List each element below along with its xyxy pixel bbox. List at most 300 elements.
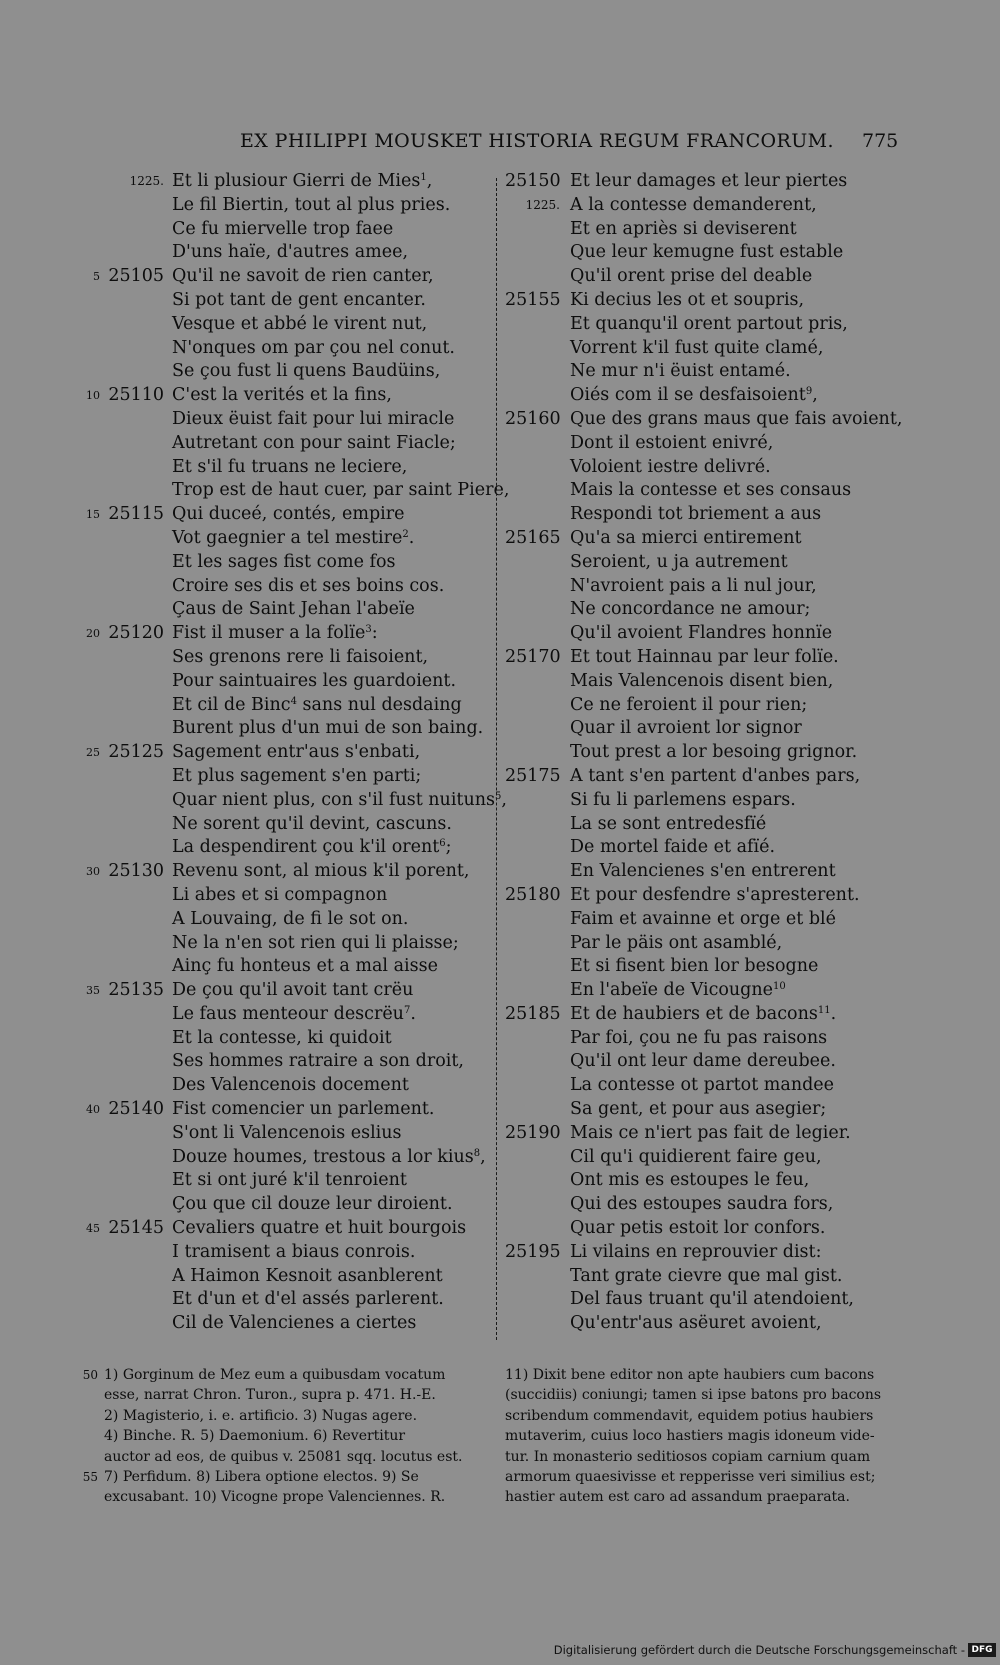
verse-text xyxy=(172,1003,416,1027)
verse-line xyxy=(80,979,498,1003)
verse-number: 1225. xyxy=(525,197,560,212)
verse-words: Quar nient plus, con s'il fust nuituns xyxy=(172,789,495,810)
footnote-line xyxy=(505,1487,890,1507)
verse-words: Se çou fust li quens Baudüins, xyxy=(172,361,441,382)
verse-line xyxy=(505,527,905,551)
verse-words: Et si fisent bien lor besogne xyxy=(570,956,819,977)
verse-line xyxy=(505,1122,905,1146)
verse-line xyxy=(505,908,905,932)
verse-text xyxy=(172,289,426,313)
verse-line xyxy=(80,1288,498,1312)
line-marker: 20 xyxy=(86,627,100,641)
footnote-line xyxy=(80,1426,492,1446)
line-marker: 15 xyxy=(86,508,100,522)
verse-text xyxy=(172,1122,402,1146)
verse-words: Si pot tant de gent encanter. xyxy=(172,289,426,310)
verse-words: Qui duceé, contés, empire xyxy=(172,504,405,525)
footnote-text: (succidiis) coniungi; tamen si ipse batons pro bacons xyxy=(505,1387,882,1404)
footnote-line xyxy=(505,1467,890,1487)
verse-words: Ki decius les ot et soupris, xyxy=(570,289,805,310)
verse-line xyxy=(80,884,498,908)
footnote-text: 4) Binche. R. 5) Daemonium. 6) Revertitur xyxy=(104,1428,406,1445)
verse-words: A Haimon Kesnoit asanblerent xyxy=(172,1265,443,1286)
line-marker: 40 xyxy=(86,1103,100,1117)
verse-line xyxy=(505,408,905,432)
verse-line xyxy=(80,551,498,575)
footnote-text: excusabant. 10) Vicogne prope Valenciennes. R. xyxy=(104,1489,446,1506)
verse-words: Vesque et abbé le virent nut, xyxy=(172,313,428,334)
verse-text xyxy=(172,670,456,694)
verse-line xyxy=(505,1241,905,1265)
verse-words: Cevaliers quatre et huit bourgois xyxy=(172,1218,467,1239)
right-verse-column xyxy=(505,170,905,1336)
verse-line xyxy=(505,1050,905,1074)
verse-punct: , xyxy=(480,1146,486,1167)
verse-text xyxy=(570,789,796,813)
verse-words: Ses hommes ratraire a son droit, xyxy=(172,1051,464,1072)
line-marker: 30 xyxy=(86,865,100,879)
line-marker: 25 xyxy=(86,746,100,760)
verse-line xyxy=(80,1074,498,1098)
verse-words: Fist comencier un parlement. xyxy=(172,1099,435,1120)
verse-line xyxy=(505,1027,905,1051)
verse-line xyxy=(80,337,498,361)
verse-text xyxy=(172,527,414,551)
verse-number: 25190 xyxy=(505,1122,561,1143)
verse-line xyxy=(80,836,498,860)
footnote-ref: 4 xyxy=(290,695,297,707)
verse-words: En l'abeïe de Vicougne xyxy=(570,980,774,1001)
verse-line xyxy=(505,218,905,242)
verse-line xyxy=(80,241,498,265)
verse-text xyxy=(570,1146,822,1170)
verse-words: Et en apriès si deviserent xyxy=(570,218,797,239)
verse-words: Del faus truant qu'il atendoient, xyxy=(570,1289,854,1310)
footnote-line xyxy=(505,1385,890,1405)
verse-line xyxy=(505,1146,905,1170)
verse-line xyxy=(505,789,905,813)
footnote-ref: 9 xyxy=(805,386,813,398)
footnote-ref: 8 xyxy=(473,1147,481,1159)
verse-line xyxy=(80,932,498,956)
verse-line xyxy=(80,717,498,741)
verse-line xyxy=(80,694,498,718)
verse-text xyxy=(570,575,817,599)
verse-text xyxy=(570,1003,836,1027)
verse-text xyxy=(172,955,438,979)
verse-text xyxy=(172,337,455,361)
verse-number: 25110 xyxy=(108,385,164,406)
verse-words: Ainç fu honteus et a mal aisse xyxy=(172,956,438,977)
verse-text xyxy=(570,1074,834,1098)
verse-text xyxy=(172,1050,464,1074)
verse-words: Et cil de Binc xyxy=(172,694,291,715)
verse-words: La despendirent çou k'il orent xyxy=(172,837,440,858)
verse-text xyxy=(172,1098,434,1122)
verse-number: 25145 xyxy=(108,1218,164,1239)
verse-line xyxy=(80,1098,498,1122)
verse-line xyxy=(80,646,498,670)
verse-text xyxy=(172,813,452,837)
verse-line xyxy=(80,289,498,313)
line-marker: 50 xyxy=(82,1368,98,1382)
verse-words: Quar il avroient lor signor xyxy=(570,718,802,739)
verse-text xyxy=(570,360,791,384)
verse-line xyxy=(505,289,905,313)
verse-words: Ses grenons rere li faisoient, xyxy=(172,646,429,667)
verse-line xyxy=(80,1241,498,1265)
footnotes-left xyxy=(80,1365,492,1508)
digitization-footer xyxy=(0,1641,1000,1661)
verse-words: Qu'entr'aus asëuret avoient, xyxy=(570,1313,822,1334)
verse-text xyxy=(570,1098,826,1122)
verse-line xyxy=(80,1169,498,1193)
verse-number: 25170 xyxy=(505,646,561,667)
running-title: EX PHILIPPI MOUSKET HISTORIA REGUM FRANCORUM. xyxy=(240,130,834,152)
verse-text xyxy=(172,789,507,813)
footnote-ref: 3 xyxy=(365,624,372,636)
verse-text xyxy=(570,1288,854,1312)
verse-text xyxy=(570,337,823,361)
verse-text xyxy=(172,218,393,242)
verse-text xyxy=(570,670,833,694)
footnote-text: tur. In monasterio seditiosos copiam carnium quam xyxy=(505,1448,871,1465)
verse-number: 25115 xyxy=(108,504,164,525)
verse-words: Et la contesse, ki quidoit xyxy=(172,1027,392,1048)
verse-words: De çou qu'il avoit tant crëu xyxy=(172,980,414,1001)
verse-line xyxy=(505,741,905,765)
verse-number: 25185 xyxy=(505,1003,561,1024)
verse-punct: ; xyxy=(445,837,452,858)
verse-line xyxy=(80,741,498,765)
footnote-text: hastier autem est caro ad assandum praeparata. xyxy=(505,1489,850,1506)
verse-text xyxy=(172,241,408,265)
verse-text xyxy=(172,717,483,741)
verse-text xyxy=(570,694,807,718)
verse-words: Ne la n'en sot rien qui li plaisse; xyxy=(172,932,459,953)
verse-text xyxy=(172,1241,415,1265)
verse-line xyxy=(505,384,905,408)
verse-line xyxy=(80,265,498,289)
verse-words: Oiés com il se desfaisoient xyxy=(570,385,806,406)
verse-line xyxy=(505,575,905,599)
verse-line xyxy=(505,241,905,265)
verse-words: Ont mis es estoupes le feu, xyxy=(570,1170,810,1191)
verse-line xyxy=(505,694,905,718)
footnote-line xyxy=(80,1467,492,1487)
verse-words: Que leur kemugne fust estable xyxy=(570,242,844,263)
verse-words: Par le päis ont asamblé, xyxy=(570,932,783,953)
footnote-ref: 10 xyxy=(773,981,786,993)
footnote-ref: 1 xyxy=(420,172,427,183)
verse-line xyxy=(80,908,498,932)
verse-words: De mortel faide et afïé. xyxy=(570,837,776,858)
verse-punct: , xyxy=(426,171,433,191)
verse-line xyxy=(505,884,905,908)
verse-text xyxy=(172,765,421,789)
verse-line xyxy=(505,1074,905,1098)
verse-line xyxy=(80,503,498,527)
verse-words: En Valencienes s'en entrerent xyxy=(570,861,836,882)
verse-line xyxy=(505,503,905,527)
verse-words: I tramisent a biaus conrois. xyxy=(172,1241,416,1262)
verse-words: La se sont entredesfïé xyxy=(570,813,767,834)
footnotes-right xyxy=(505,1365,890,1508)
verse-words: Mais la contesse et ses consaus xyxy=(570,480,852,501)
verse-words: Ce ne feroient il pour rien; xyxy=(570,694,808,715)
footnote-line xyxy=(80,1365,492,1385)
verse-text xyxy=(570,527,802,551)
footnote-text: auctor ad eos, de quibus v. 25081 sqq. locutus est. xyxy=(104,1448,463,1465)
verse-text xyxy=(570,860,836,884)
verse-number: 25175 xyxy=(505,765,561,786)
footnote-line xyxy=(505,1406,890,1426)
verse-text xyxy=(172,1193,453,1217)
verse-words: Qu'il avoient Flandres honnïe xyxy=(570,623,833,644)
verse-text xyxy=(172,551,395,575)
verse-line xyxy=(505,1217,905,1241)
verse-line xyxy=(505,170,905,194)
verse-words: Dont il estoient enivré, xyxy=(570,432,774,453)
verse-line xyxy=(80,670,498,694)
verse-text xyxy=(570,979,786,1003)
verse-line xyxy=(505,622,905,646)
verse-words: Ce fu miervelle trop faee xyxy=(172,218,394,239)
verse-words: Pour saintuaires les guardoient. xyxy=(172,670,457,691)
verse-number: 25140 xyxy=(108,1099,164,1120)
verse-text xyxy=(570,646,839,670)
verse-text xyxy=(172,884,387,908)
verse-line xyxy=(80,860,498,884)
verse-text xyxy=(172,1312,416,1336)
verse-words: Par foi, çou ne fu pas raisons xyxy=(570,1027,828,1048)
verse-number: 25180 xyxy=(505,884,561,905)
line-marker: 55 xyxy=(82,1469,98,1484)
verse-line xyxy=(505,1193,905,1217)
verse-text xyxy=(570,218,797,242)
verse-text xyxy=(570,1050,836,1074)
verse-words: Respondi tot briement a aus xyxy=(570,504,822,525)
verse-words: A Louvaing, de fi le sot on. xyxy=(172,908,409,929)
verse-words: Et li plusiour Gierri de Mies xyxy=(172,171,421,191)
verse-punct: , xyxy=(501,789,507,810)
verse-line xyxy=(80,598,498,622)
verse-text xyxy=(570,1312,822,1336)
verse-text xyxy=(570,813,766,837)
verse-text xyxy=(570,479,851,503)
verse-text xyxy=(172,1288,444,1312)
verse-words: Burent plus d'un mui de son baing. xyxy=(172,718,484,739)
verse-words: Qui des estoupes saudra fors, xyxy=(570,1194,834,1215)
verse-words: Mais Valencenois disent bien, xyxy=(570,670,834,691)
verse-text xyxy=(570,551,788,575)
verse-words: Le fil Biertin, tout al plus pries. xyxy=(172,194,451,215)
verse-words: D'uns haïe, d'autres amee, xyxy=(172,242,409,263)
verse-line xyxy=(505,955,905,979)
verse-line xyxy=(80,456,498,480)
verse-text xyxy=(570,741,857,765)
verse-words: Qu'il ne savoit de rien canter, xyxy=(172,266,434,287)
verse-text xyxy=(172,860,469,884)
footnote-text: mutaverim, cuius loco hastiers magis idoneum vide- xyxy=(505,1428,875,1445)
verse-words: Et leur damages et leur piertes xyxy=(570,171,848,191)
verse-words: Que des grans maus que fais avoient, xyxy=(570,408,903,429)
verse-text xyxy=(172,694,462,718)
verse-words: Autretant con pour saint Fiacle; xyxy=(172,432,456,453)
verse-line xyxy=(80,765,498,789)
verse-words: Qu'il ont leur dame dereubee. xyxy=(570,1051,836,1072)
page-header xyxy=(0,130,1000,158)
verse-text xyxy=(172,432,456,456)
footnote-text: armorum quaesivisse et repperisse veri similius est; xyxy=(505,1468,876,1485)
verse-text xyxy=(570,265,812,289)
verse-text xyxy=(570,932,782,956)
verse-line xyxy=(80,1265,498,1289)
verse-words: C'est la verités et la fins, xyxy=(172,385,392,406)
verse-text xyxy=(172,408,454,432)
verse-text xyxy=(570,765,860,789)
line-marker: 5 xyxy=(93,270,100,284)
verse-line xyxy=(80,575,498,599)
verse-words: Cil de Valencienes a ciertes xyxy=(172,1313,417,1334)
verse-line xyxy=(505,860,905,884)
verse-words: Le faus menteour descrëu xyxy=(172,1003,404,1024)
verse-line xyxy=(505,646,905,670)
verse-words: A la contesse demanderent, xyxy=(570,194,817,215)
verse-text xyxy=(172,1169,407,1193)
verse-line xyxy=(505,1098,905,1122)
footnote-line xyxy=(505,1447,890,1467)
verse-text xyxy=(570,1122,851,1146)
footnote-text: 11) Dixit bene editor non apte haubiers cum bacons xyxy=(505,1367,875,1383)
verse-words: Quar petis estoit lor confors. xyxy=(570,1218,826,1239)
verse-text xyxy=(172,1146,486,1170)
verse-words: N'avroient pais a li nul jour, xyxy=(570,575,817,596)
verse-words: Qu'a sa mierci entirement xyxy=(570,527,802,548)
verse-line xyxy=(80,1050,498,1074)
footnote-ref: 5 xyxy=(494,790,502,802)
verse-punct: . xyxy=(408,527,415,548)
verse-text xyxy=(570,717,802,741)
verse-line xyxy=(505,1003,905,1027)
verse-words: Et s'il fu truans ne leciere, xyxy=(172,456,408,477)
verse-text xyxy=(172,170,432,194)
footnote-line xyxy=(80,1385,492,1405)
verse-text xyxy=(570,194,817,218)
verse-line xyxy=(505,1265,905,1289)
verse-text xyxy=(172,646,428,670)
verse-line xyxy=(505,813,905,837)
verse-number: 25135 xyxy=(108,980,164,1001)
verse-words: Tout prest a lor besoing grignor. xyxy=(570,742,858,763)
footnote-text: 1) Gorginum de Mez eum a quibusdam vocatum xyxy=(104,1367,446,1383)
dfg-logo: DFG xyxy=(968,1643,996,1657)
verse-text xyxy=(172,265,434,289)
verse-line xyxy=(505,479,905,503)
verse-text xyxy=(172,598,415,622)
verse-text xyxy=(172,1074,409,1098)
verse-text xyxy=(172,979,413,1003)
verse-line xyxy=(80,1312,498,1336)
verse-words: Croire ses dis et ses boins cos. xyxy=(172,575,445,596)
verse-words: Fist il muser a la folïe xyxy=(172,623,366,644)
verse-words: Tant grate cievre que mal gist. xyxy=(570,1265,843,1286)
verse-text xyxy=(570,1193,833,1217)
verse-line xyxy=(505,360,905,384)
verse-line xyxy=(80,1146,498,1170)
verse-words: Si fu li parlemens espars. xyxy=(570,789,796,810)
verse-words: Des Valencenois docement xyxy=(172,1075,409,1096)
funding-credit: Digitalisierung gefördert durch die Deutsche Forschungsgemeinschaft - xyxy=(553,1643,965,1657)
verse-line xyxy=(505,337,905,361)
verse-punct: . xyxy=(830,1003,837,1024)
verse-words: Et de haubiers et de bacons xyxy=(570,1003,818,1024)
verse-words: Et d'un et d'el assés parlerent. xyxy=(172,1289,444,1310)
verse-words: Douze houmes, trestous a lor kius xyxy=(172,1146,474,1167)
verse-text xyxy=(172,836,452,860)
verse-number: 25125 xyxy=(108,742,164,763)
footnote-text: esse, narrat Chron. Turon., supra p. 471. H.-E. xyxy=(104,1387,436,1404)
verse-words: Revenu sont, al mious k'il porent, xyxy=(172,861,470,882)
verse-words: Et plus sagement s'en parti; xyxy=(172,765,422,786)
verse-text xyxy=(172,194,450,218)
verse-words: Li vilains en reprouvier dist: xyxy=(570,1241,822,1262)
verse-line xyxy=(80,360,498,384)
footnote-line xyxy=(80,1406,492,1426)
verse-text xyxy=(570,622,832,646)
verse-line xyxy=(505,765,905,789)
left-verse-column xyxy=(80,170,510,1336)
verse-words: Cil qu'i quidierent faire geu, xyxy=(570,1146,822,1167)
verse-line xyxy=(505,932,905,956)
verse-line xyxy=(80,1027,498,1051)
verse-text xyxy=(172,479,509,503)
footnote-line xyxy=(505,1426,890,1446)
verse-text xyxy=(172,575,444,599)
verse-line xyxy=(505,1312,905,1336)
verse-text xyxy=(172,1265,443,1289)
footnote-line xyxy=(505,1365,890,1385)
verse-line xyxy=(505,456,905,480)
verse-line xyxy=(505,979,905,1003)
verse-words: Vorrent k'il fust quite clamé, xyxy=(570,337,824,358)
footnote-ref: 7 xyxy=(403,1004,411,1016)
verse-text xyxy=(570,456,771,480)
verse-words: A tant s'en partent d'anbes pars, xyxy=(570,765,861,786)
verse-text xyxy=(172,360,440,384)
verse-punct: . xyxy=(410,1003,416,1024)
verse-line xyxy=(505,313,905,337)
verse-number: 25160 xyxy=(505,408,561,429)
verse-text xyxy=(570,313,848,337)
verse-number: 25150 xyxy=(505,171,561,191)
verse-words: Et si ont juré k'il tenroient xyxy=(172,1170,407,1191)
verse-line xyxy=(80,313,498,337)
verse-text xyxy=(172,384,392,408)
verse-text xyxy=(172,1027,392,1051)
verse-words: Sagement entr'aus s'enbati, xyxy=(172,742,421,763)
verse-words: Et pour desfendre s'apresterent. xyxy=(570,884,860,905)
verse-number: 25130 xyxy=(108,861,164,882)
verse-line xyxy=(80,1003,498,1027)
verse-words: Et tout Hainnau par leur folïe. xyxy=(570,646,839,667)
verse-words: Dieux ëuist fait pour lui miracle xyxy=(172,408,455,429)
verse-text xyxy=(172,313,427,337)
footnote-text: 7) Perfidum. 8) Libera optione electos. 9) Se xyxy=(104,1468,419,1485)
verse-text xyxy=(570,1241,821,1265)
verse-line xyxy=(80,432,498,456)
verse-text xyxy=(172,908,409,932)
